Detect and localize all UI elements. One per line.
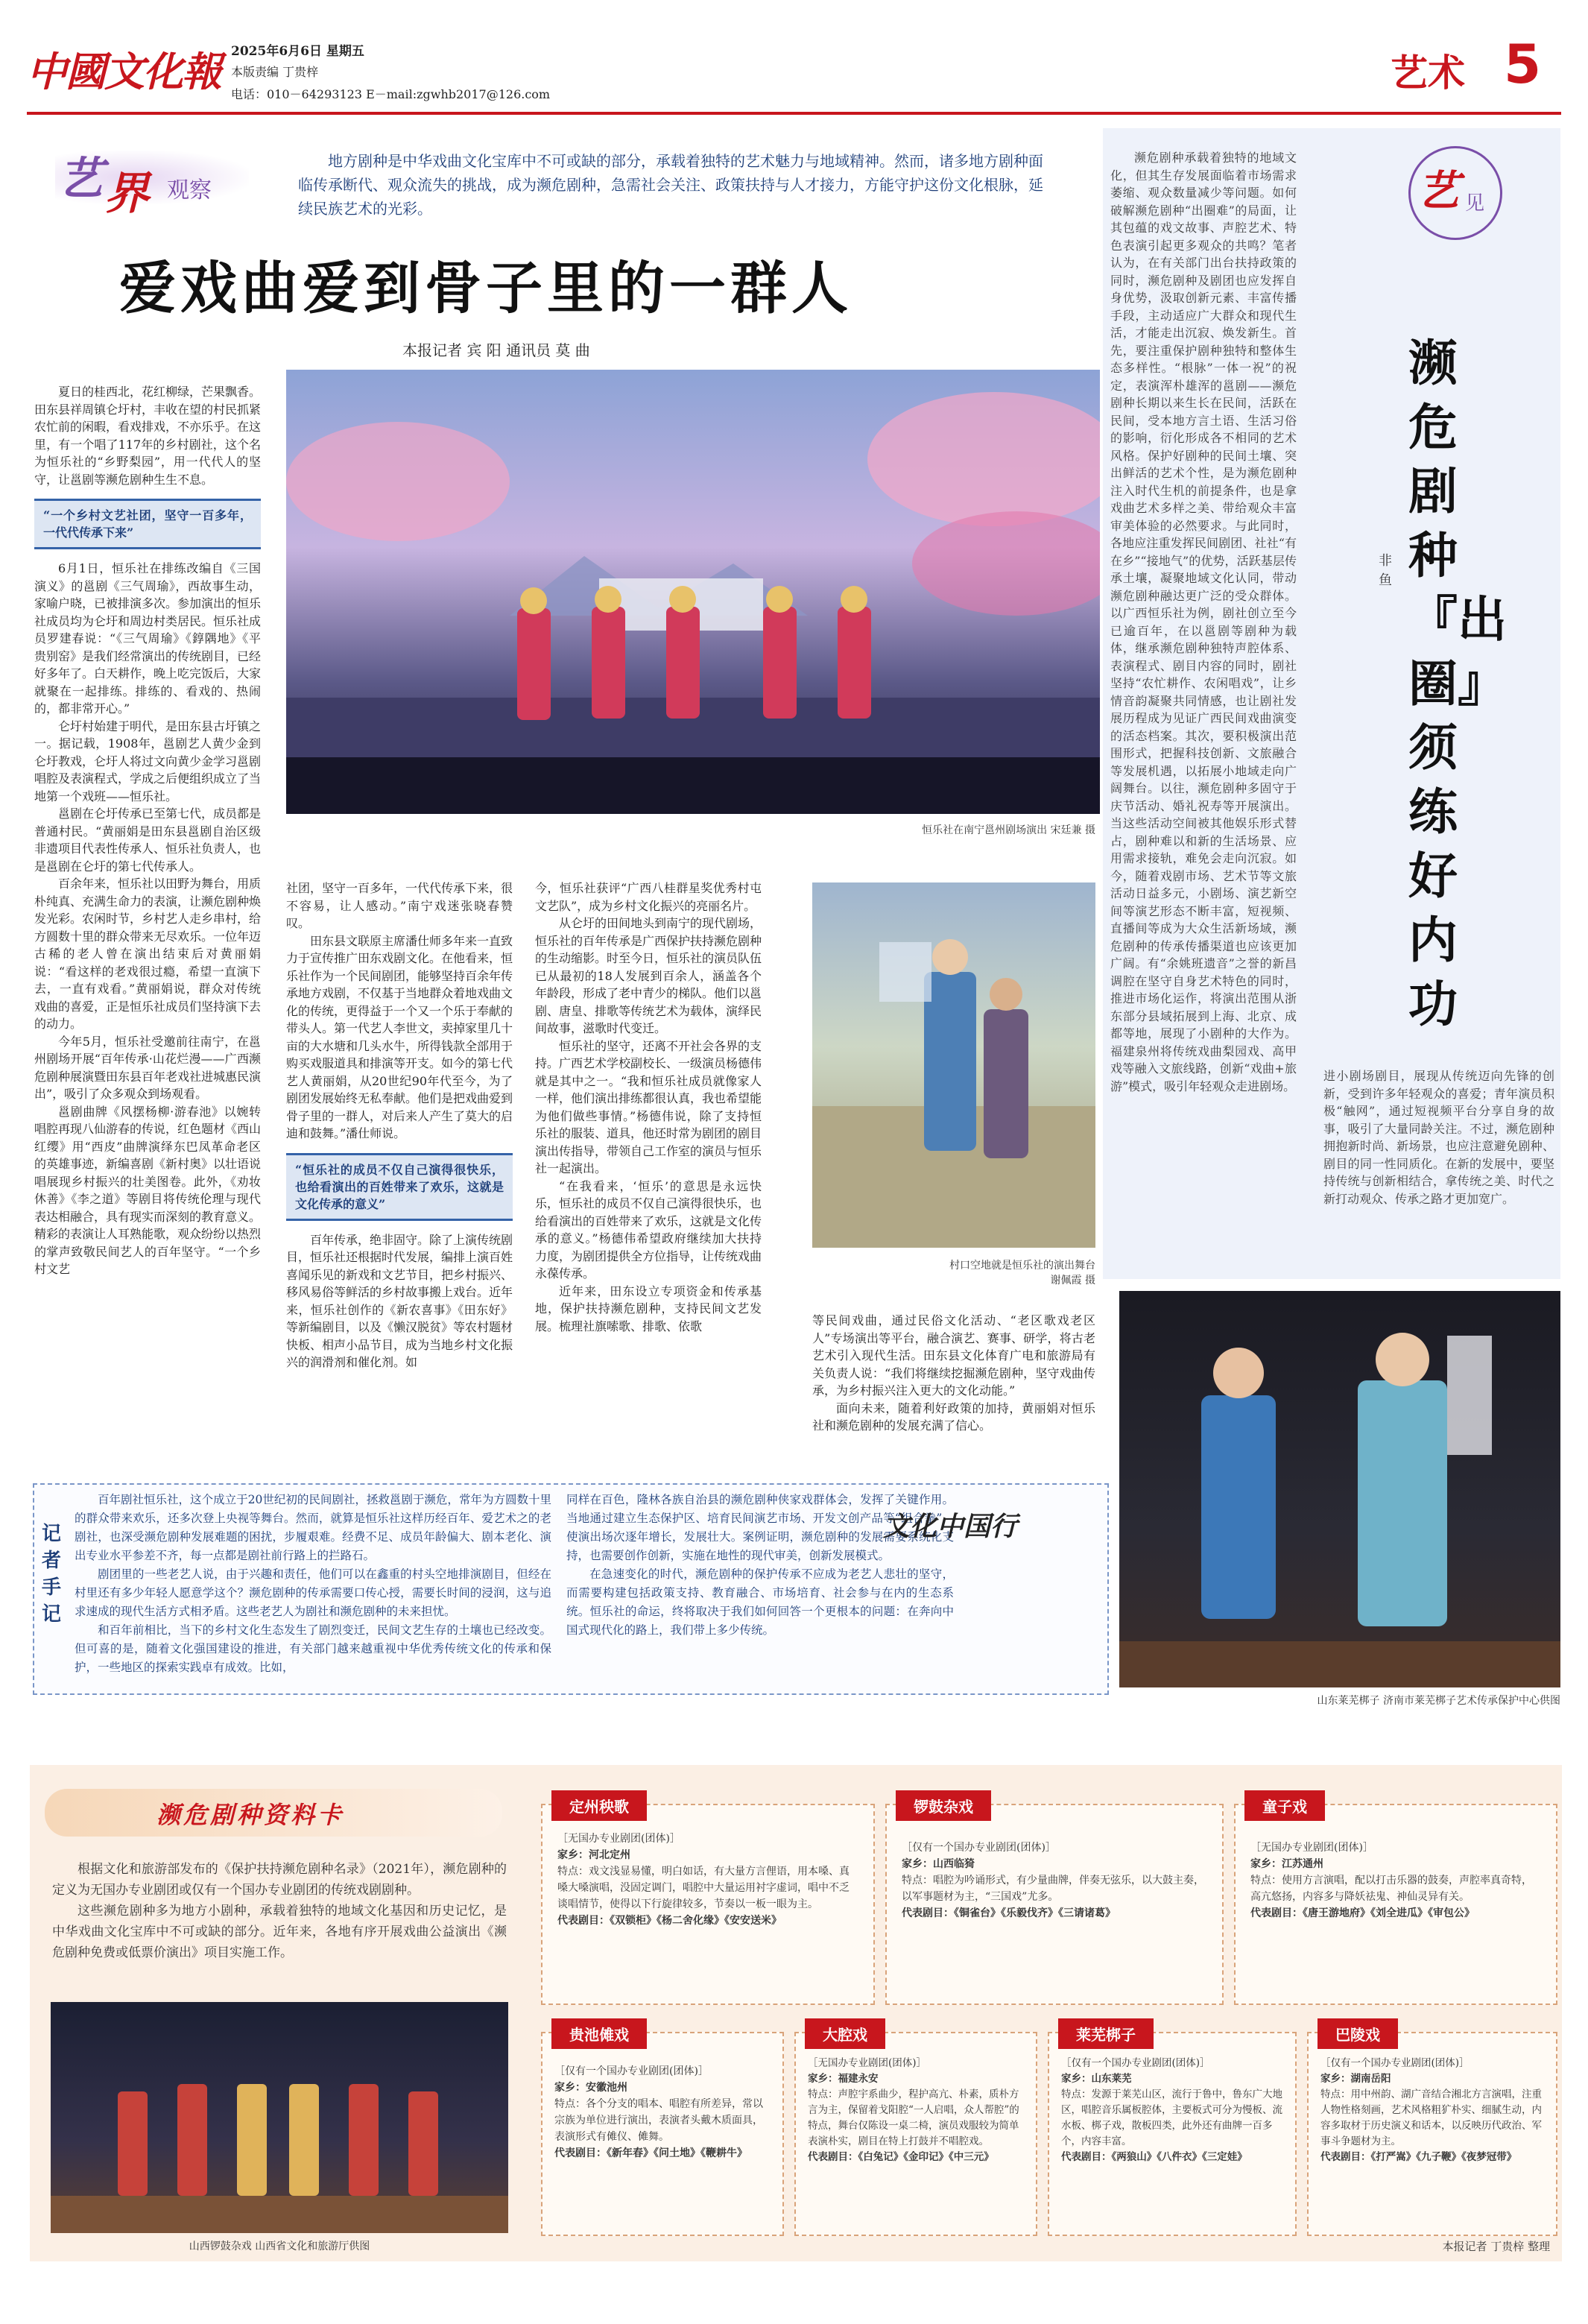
datacard-home: 家乡：河北定州 xyxy=(557,1849,630,1861)
notes-paragraph: 百年剧社恒乐社，这个成立于20世纪初的民间剧社，拯救邕剧于濒危，常年为方圆数十里的群众带来欢乐，还多次登上央视等舞台。然而，就算是恒乐社这样历经百年、爱艺术之的老剧社，也深受濒危剧种发展难题的困扰，步履艰难。经费不足、成员年龄偏大、剧本老化、演出专业水平参差不齐，每一点都是剧社前行路上的拦路石。 xyxy=(75,1493,551,1562)
datacard-feature: 特点：声腔宇系曲少，程护高亢、朴素，质朴方言为主，保留着戈阳腔“一人启唱，众人帮腔”的特点，舞台仅陈设一桌二椅，演员戏服较为简单表演朴实，剧目在特上打鼓并不唱腔戏。 xyxy=(808,2088,1019,2147)
article-paragraph: 百余年来，恒乐社以田野为舞台，用质朴纯真、充满生命力的表演，让濒危剧种焕发光彩。农闲时节，乡村艺人走乡串村，给方圆数十里的群众带来无尽欢乐。一位年迈古稀的老人曾在演出结束后对黄丽娟说：“看这样的老戏很过瘾，希望一直演下去，一直有戏看。”黄丽娟说，群众对传统戏曲的喜爱，正是恒乐社成员们坚持演下去的动力。 xyxy=(34,877,261,1031)
datacard-dingzhou-yangge xyxy=(541,1798,875,2005)
datacard-name: 贵池傩戏 xyxy=(551,2018,647,2049)
datacard-name: 定州秧歌 xyxy=(551,1790,647,1821)
datacard-feature: 特点：戏文浅显易懂，明白如话，有大量方言俚语，用本嗓、真嗓大嗓演唱，没固定调门，唱腔中大量运用衬字虚词，唱中不乏谈唱情节，使得以下行旋律较多，节奏以一板一眼为主。 xyxy=(557,1866,850,1910)
article-paragraph: 恒乐社的坚守，还离不开社会各界的支持。广西艺术学校副校长、一级演员杨德伟就是其中之一。“我和恒乐社成员就像家人一样，他们演出排练都很认真，我也希望能为他们做些事情。”杨德伟说，除了支持恒乐社的服装、道具，他还时常为剧团的剧目演出传指导，带领自己工作室的演员与恒乐社一起演出。 xyxy=(535,1038,762,1175)
main-photo xyxy=(286,370,1100,814)
page-number: 5 xyxy=(1504,33,1542,95)
headline: 爱戏曲爱到骨子里的一群人 xyxy=(119,255,852,321)
pull-quote-1: “一个乡村文艺社团，坚守一百多年，一代代传承下来” xyxy=(34,499,261,549)
datacard-tongzi-xi xyxy=(1234,1798,1557,2005)
article-paragraph: 从仑圩的田间地头到南宁的现代剧场，恒乐社的百年传承是广西保护扶持濒危剧种的生动缩影。时至今日，恒乐社的演员队伍已从最初的18人发展到百余人，涵盖各个年龄段，形成了老中青少的梯队。他们以邕剧、唐皇、排歌等传统艺术为载体，演绎民间故事，滋歌时代变迁。 xyxy=(535,916,762,1035)
article-paragraph: 社团，坚守一百多年，一代代传承下来，很不容易，让人感动。”南宁戏迷张晓春赞叹。 xyxy=(286,881,513,930)
contact-line: 电话：010－64293123 E－mail:zgwhb2017@126.com xyxy=(231,87,551,101)
datacard-home: 家乡：山东莱芜 xyxy=(1061,2073,1132,2085)
article-paragraph: 邕剧在仑圩传承已至第七代，成员都是普通村民。“黄丽娟是田东县邕剧自治区级非遗项目代表性传承人、恒乐社负责人，也是邕剧在仑圩的第七代传承人。 xyxy=(34,806,261,874)
article-column-1 xyxy=(34,383,261,1471)
stage-troupe-illustration xyxy=(51,2002,508,2233)
article-paragraph: 等民间戏曲，通过民俗文化活动、“老区歌戏老区人”专场演出等平台，融合演艺、赛事、研学，将古老艺术引入现代生活。田东县文化体育广电和旅游局有关负责人说：“我们将继续挖掘濒危剧种，坚守戏曲传承，为乡村振兴注入更大的文化动能。” xyxy=(812,1313,1095,1398)
datacard-feature: 特点：唱腔为吟诵形式，有少量曲牌，伴奏无弦乐，以大鼓主奏，以军事题材为主，“三国戏”尤多。 xyxy=(902,1875,1204,1903)
datacard-reps: 代表剧目：《双锁柜》《杨二舍化缘》《安安送米》 xyxy=(557,1915,782,1927)
datacard-guichi-nuoxi xyxy=(541,2026,784,2236)
culture-china-logo: 文化中国行 xyxy=(882,1511,1017,1542)
datacard-body xyxy=(902,1840,1207,1922)
article-column-3 xyxy=(535,880,762,1471)
datacard-type: ［无国办专业剧团(团体)］ xyxy=(1250,1842,1373,1854)
datacard-type: ［仅有一个国办专业剧团(团体)］ xyxy=(1061,2057,1210,2069)
pull-quote-2: “恒乐社的成员不仅自己演得很快乐，也给看演出的百姓带来了欢乐，这就是文化传承的意义” xyxy=(286,1153,513,1221)
article-column-4 xyxy=(812,1312,1095,1471)
datacard-reps: 代表剧目：《唐王游地府》《刘全进瓜》《审包公》 xyxy=(1250,1907,1475,1919)
article-paragraph: 今年5月，恒乐社受邀前往南宁，在邕州剧场开展“百年传承·山花烂漫——广西濒危剧种展演暨田东县百年老戏社进城惠民演出”，吸引了众多观众到场观看。 xyxy=(34,1034,261,1101)
datacard-name: 大腔戏 xyxy=(805,2018,885,2049)
notes-paragraph: 和百年前相比，当下的乡村文化生态发生了剧烈变迁，民间文艺生存的土壤也已经改变。但可喜的是，随着文化强国建设的推进，有关部门越来越重视中华优秀传统文化的传承和保护，一些地区的探索实践卓有成效。比如， xyxy=(75,1623,551,1674)
commentary-title: 濒危剧种『出圈』须练好内功 xyxy=(1408,334,1507,1033)
article-paragraph: 近年来，田东设立专项资金和传承基地，保护扶持濒危剧种，支持民间文艺发展。梳理社旗嗦歌、排歌、依歌 xyxy=(535,1283,762,1333)
datacard-home: 家乡：江苏通州 xyxy=(1250,1858,1323,1870)
column-logo-char-b: 界 xyxy=(104,168,149,220)
commentary-author: 非 鱼 xyxy=(1379,553,1392,588)
datacard-home: 家乡：安徽池州 xyxy=(554,2082,627,2094)
datacard-home: 家乡：福建永安 xyxy=(808,2073,879,2085)
article-paragraph: 6月1日，恒乐社在排练改编自《三国演义》的邕剧《三气周瑜》，西故事生动，家喻户晓，已被排演多次。参加演出的恒乐社成员均为仑圩和周边村类居民。恒乐社成员罗建春说：“《三气周瑜》《錞隅地》《平贵别窑》是我们经常演出的传统剧目，已经好多年了。白天耕作，晚上吃完饭后，大家就聚在一起排练。排练的、看戏的、热闹的，都非常开心。” xyxy=(34,561,261,716)
notes-paragraph: 剧团里的一些老艺人说，由于兴趣和责任，他们可以在鑫重的村头空地排演剧目，但经在村里还有多少年轻人愿意学这个？濒危剧种的传承需要口传心授，需要长时间的浸润，这与追求速成的现代生活方式相矛盾。这些老艺人为剧社和濒危剧种的未来担忧。 xyxy=(75,1567,551,1618)
masthead xyxy=(0,0,1588,119)
datacard-intro-paragraph: 这些濒危剧种多为地方小剧种，承载着独特的地域文化基因和历史记忆，是中华戏曲文化宝库中不可或缺的部分。近年来，各地有序开展戏曲公益演出《濒危剧种免费或低票价演出》项目实施工作。 xyxy=(52,1904,507,1960)
datacard-body xyxy=(1320,2056,1544,2165)
datacard-type: ［仅有一个国办专业剧团(团体)］ xyxy=(1320,2057,1470,2069)
commentary-logo-char-a: 艺 xyxy=(1417,166,1459,215)
datacard-body xyxy=(557,1831,858,1929)
column-logo-sub: 观察 xyxy=(167,177,212,203)
datacard-type: ［无国办专业剧团(团体)］ xyxy=(808,2057,927,2069)
datacard-reps: 代表剧目：《铜雀台》《乐毅伐齐》《三请诸葛》 xyxy=(902,1907,1116,1919)
datacard-body xyxy=(554,2063,771,2162)
reporter-notes-col1 xyxy=(75,1491,551,1677)
article-paragraph: 仑圩村始建于明代，是田东县古圩镇之一。据记载，1908年，邕剧艺人黄少金到仑圩教戏，仑圩人将过文向黄少金学习邕剧唱腔及表演程式，学成之后便组织成立了当地第一个戏班——恒乐社。 xyxy=(34,719,261,803)
main-photo-caption: 恒乐社在南宁邕州剧场演出 宋廷兼 摄 xyxy=(922,824,1095,836)
outdoor-performance-illustration xyxy=(812,882,1095,1248)
luogu-zaxi-photo-caption: 山西锣鼓杂戏 山西省文化和旅游厅供图 xyxy=(189,2241,370,2252)
article-paragraph: 田东县文联原主席潘仕师多年来一直致力于宣传推广田东戏剧文化。在他看来，恒乐社作为一个民间剧团，能够坚持百余年传承地方戏剧，不仅基于当地群众着地戏曲文化的传统，更得益于一个又一个乐于奉献的带头人。第一代艺人李世文，卖掉家里几十亩的大水塘和几头水牛，所得钱款全部用于购买戏服道具和排演等开支。如今的第七代艺人黄丽娟，从20世纪90年代至今，为了剧团发展始终无私奉献。他们是把戏曲爱到骨子里的一群人，对后来人产生了莫大的启迪和鼓舞。”潘仕师说。 xyxy=(286,933,513,1140)
article-paragraph: 夏日的桂西北，花红柳绿，芒果飘香。田东县祥周镇仑圩村，丰收在望的村民抓紧农忙前的闲暇，看戏排戏，不亦乐乎。在这里，有一个唱了117年的乡村剧社，这个名为恒乐社的“乡野梨园”，用一代代人的坚守，让邕剧等濒危剧种生生不息。 xyxy=(34,385,261,487)
page-editor: 本版责编 丁贵梓 xyxy=(231,65,319,79)
datacard-body xyxy=(808,2056,1024,2165)
datacard-type: ［仅有一个国办专业剧团(团体)］ xyxy=(554,2065,709,2077)
commentary-text-continued: 进小剧场剧目，展现从传统迈向先锋的创新，受到许多年轻观众的喜爱；青年演员积极“触网”，通过短视频平台分享自身的故事，吸引了大量同龄关注。不过，濒危剧种拥抱新时尚、新场景，也应注意避免剧种、剧目的同一性同质化。在新的发展中，要坚持传统与创新相结合，拿传统之美、时代之新打动观众、传承之路才更加宽广。 xyxy=(1323,1069,1554,1206)
datacard-body xyxy=(1061,2056,1283,2165)
datacard-feature: 特点：发源于莱芜山区，流行于鲁中，鲁东广大地区，唱腔音乐属板腔体，主要板式可分为慢板、流水板、梆子戏，散板四类，此外还有曲牌一百多个，内容丰富。 xyxy=(1061,2088,1282,2147)
article-column-2 xyxy=(286,880,513,1471)
article-paragraph: 面向未来，随着利好政策的加持，黄丽娟对恒乐社和濒危剧种的发展充满了信心。 xyxy=(812,1401,1095,1433)
datacard-type: ［无国办专业剧团(团体)］ xyxy=(557,1833,680,1845)
credit-line: 本报记者 丁贵梓 整理 xyxy=(1442,2240,1550,2253)
newspaper-logo: 中國文化報 xyxy=(27,48,221,95)
datacard-intro-paragraph: 根据文化和旅游部发布的《保护扶持濒危剧种名录》（2021年），濒危剧种的定义为无国办专业剧团或仅有一个国办专业剧团的传统戏剧剧种。 xyxy=(52,1862,507,1898)
notes-paragraph: 在急速变化的时代，濒危剧种的保护传承不应成为老艺人悲壮的坚守，而需要构建包括政策支持、教育融合、市场培育、社会参与在内的生态系统。恒乐社的命运，终将取决于我们如何回答一个更根本的问题：在奔向中国式现代化的路上，我们带上多少传统。 xyxy=(566,1567,954,1637)
commentary-logo-char-b: 见 xyxy=(1465,192,1485,215)
notes-paragraph: 同样在百色，隆林各族自治县的濒危剧种侠家戏群体会，发挥了关键作用。当地通过建立生态保护区、培育民间演艺市场、开发文创产品等“组合拳”，使演出场次逐年增长，发展壮大。案例证明，濒危剧种的发展需要系统化支持，也需要创作创新，实施在地性的现代审美，创新发展模式。 xyxy=(566,1493,954,1562)
datacard-baling-xi xyxy=(1307,2026,1557,2236)
column-logo-char-a: 艺 xyxy=(58,153,103,205)
byline: 本报记者 宾 阳 通讯员 莫 曲 xyxy=(402,341,590,359)
datacard-reps: 代表剧目：《打严嵩》《九子鞭》《夜梦冠带》 xyxy=(1320,2151,1517,2163)
article-paragraph: 邕剧曲牌《风摆杨柳·游春池》以婉转唱腔再现八仙游春的传说，红色题材《西山红缨》用“西皮”曲牌演绎东巴凤革命老区的英雄事迹，新编喜剧《新村奥》以壮语说唱展现乡村振兴的壮美图卷。此外，《劝妆休善》《李之道》等剧目将传统伦理与现代表达相融合，具有现实而深刻的教育意义。精彩的表演让人耳熟能歌，观众纷纷以热烈的掌声致敬民间艺人的百年坚守。“一个乡村文艺 xyxy=(34,1104,261,1276)
side-photo xyxy=(812,882,1095,1248)
luogu-zaxi-photo xyxy=(51,2002,508,2233)
datacard-daqiang-xi xyxy=(794,2026,1037,2236)
issue-date: 2025年6月6日 星期五 xyxy=(231,44,364,59)
datacard-home: 家乡：湖南岳阳 xyxy=(1320,2073,1391,2085)
datacard-home: 家乡：山西临猗 xyxy=(902,1858,975,1870)
article-paragraph: “在我看来，‘恒乐’的意思是永远快乐，恒乐社的成员不仅自己演得很快乐，也给看演出的百姓带来了欢乐，这就是文化传承的意义。”杨德伟希望政府继续加大扶持力度，为剧团提供全方位指导，让传统戏曲永葆传承。 xyxy=(535,1178,762,1281)
commentary-text: 濒危剧种承载着独特的地域文化，但其生存发展面临着市场需求萎缩、观众数量减少等问题。如何破解濒危剧种“出圈难”的局面，让其包蕴的戏文故事、声腔艺术、特色表演引起更多观众的共鸣？笔者认为，在有关部门出台扶持政策的同时，濒危剧种及剧团也应发挥自身优势，汲取创新元素、丰富传播手段，主动适应广大群众和现代生活，才能走出沉寂、焕发新生。首先，要注重保护剧种独特和整体生态多样性。“根脉”一体一祝”的祝定，表演浑朴雄浑的邕剧——濒危剧种长期以来生长在民间，活跃在民间，受本地方言土语、生活习俗的影响，衍化形成各不相同的艺术风格。保护好剧种的民间土壤、突出鲜活的艺术个性，是为濒危剧种注入时代生机的前提条件，也是拿戏曲艺术多样之美、带给观众丰富审美体验的必然要求。与此同时，各地应注重发挥民间剧团、社社“有在乡”“接地气”的优势，活跃基层传承土壤，凝聚地域文化认同，带动濒危剧种融达更广泛的受众群体。以广西恒乐社为例，剧社创立至今已逾百年，在以邕剧等剧种为载体，继承濒危剧种独特声腔体系、表演程式、剧目内容的同时，剧社坚持“农忙耕作、农闲唱戏”，让乡情音韵凝聚共同情感，也让剧社发展历程成为见证广西民间戏曲演变的活态档案。其次，要积极演出范围形式，把握科技创新、文旅融合等发展机遇，以拓展小地域走向广阔舞台。以往，濒危剧种多固守于庆节活动、婚礼祝寿等开展演出。当这些活动空间被其他娱乐形式替占，剧种难以和新的生活场景、应用需求接轨，难免会走向沉寂。如今，随着戏剧市场、艺术节等文旅活动日益多元，小剧场、演艺新空间等演艺形态不断丰富，短视频、直播间等成为大众生活新场域，濒危剧种的传承传播渠道也应该更加广阔。有“余姚班遗音”之誉的新昌调腔在坚守自身艺术特色的同时，推进市场化运作，将演出范围从浙东部分县域拓展到上海、北京、成都等地，展现了小剧种的大作为。福建泉州将传统戏曲梨园戏、高甲戏等融入文旅线路，创新“戏曲+旅游”模式，吸引年轻观众走进剧场。 xyxy=(1110,151,1297,1093)
reporter-notes-label: 记者手记 xyxy=(42,1523,62,1626)
datacard-name: 锣鼓杂戏 xyxy=(896,1790,991,1821)
commentary-logo xyxy=(1402,140,1507,259)
datacard-feature: 特点：使用方言演唱，配以打击乐器的鼓奏，声腔率真奇特，高亢悠扬，内容多与降妖祛鬼、神仙灵异有关。 xyxy=(1250,1875,1532,1903)
datacard-name: 巴陵戏 xyxy=(1317,2018,1398,2049)
article-paragraph: 百年传承，绝非固守。除了上演传统剧目，恒乐社还根据时代发展，编排上演百姓喜闻乐见的新戏和文艺节目，把乡村振兴、移风易俗等鲜活的乡村故事搬上戏台。近年来，恒乐社创作的《新农喜事》《田东好》等新编剧目，以及《懒汉脱贫》等农村题材快板、相声小品节目，成为当地乡村文化振兴的润滑剂和催化剂。如 xyxy=(286,1232,513,1369)
masthead-divider xyxy=(27,112,1561,115)
datacard-reps: 代表剧目：《白兔记》《金印记》《中三元》 xyxy=(808,2151,994,2163)
side-photo-caption: 村口空地就是恒乐社的演出舞台 谢佩霞 摄 xyxy=(949,1260,1095,1286)
datacard-body xyxy=(1250,1840,1541,1922)
datacard-name: 莱芜梆子 xyxy=(1058,2018,1154,2049)
stage-illustration xyxy=(286,370,1100,814)
datacard-reps: 代表剧目：《新年春》《问土地》《鞭耕牛》 xyxy=(554,2147,747,2159)
datacard-title: 濒危剧种资料卡 xyxy=(156,1801,345,1829)
opera-performers-illustration xyxy=(1119,1291,1560,1687)
datacard-intro xyxy=(52,1859,507,1963)
section-name: 艺术 xyxy=(1391,51,1465,95)
datacard-reps: 代表剧目：《两狼山》《八件衣》《三定娃》 xyxy=(1061,2151,1247,2163)
datacard-laiwu-bangzi xyxy=(1048,2026,1297,2236)
datacard-feature: 特点：各个分支的唱本、唱腔有所差异，常以宗族为单位进行演出，表演者头戴木质面具，表演形式有傩仪、傩舞。 xyxy=(554,2098,763,2143)
article-paragraph: 今，恒乐社获评“广西八桂群星奖优秀村屯文艺队”，成为乡村文化振兴的亮丽名片。 xyxy=(535,881,762,913)
datacard-luogu-zaxi xyxy=(885,1798,1224,2005)
datacard-feature: 特点：用中州韵、湖广音结合湘北方言演唱，注重人物性格刻画，艺术风格粗犷朴实、细腻生动，内容多取材于历史演义和话本，以反映历代政治、军事斗争题材为主。 xyxy=(1320,2088,1542,2147)
opera-photo xyxy=(1119,1291,1560,1687)
datacard-name: 童子戏 xyxy=(1244,1790,1325,1821)
opera-photo-caption: 山东莱芜梆子 济南市莱芜梆子艺术传承保护中心供图 xyxy=(1317,1695,1560,1707)
datacard-type: ［仅有一个国办专业剧团(团体)］ xyxy=(902,1842,1056,1854)
intro-text: 地方剧种是中华戏曲文化宝库中不可或缺的部分，承载着独特的艺术魅力与地域精神。然而，诸多地方剧种面临传承断代、观众流失的挑战，成为濒危剧种，急需社会关注、政策扶持与人才接力，方能守护这份文化根脉，延续民族艺术的光彩。 xyxy=(298,152,1043,218)
column-logo xyxy=(55,143,279,218)
